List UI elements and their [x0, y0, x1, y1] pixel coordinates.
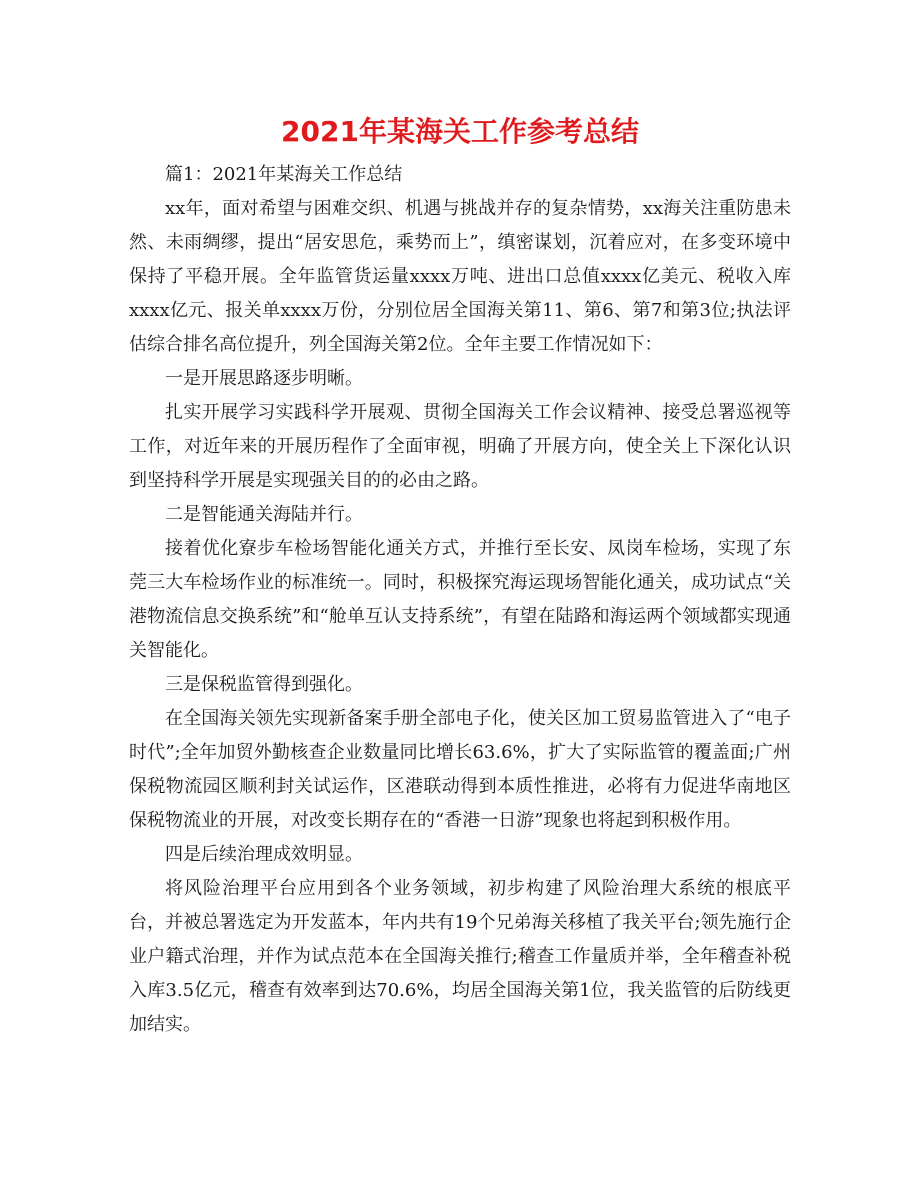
section-heading-2: 二是智能通关海陆并行。 [165, 504, 363, 525]
document-body [129, 158, 791, 1042]
section-heading-article-1: 篇1：2021年某海关工作总结 [165, 164, 403, 185]
paragraph-section-1: 扎实开展学习实践科学开展观、贯彻全国海关工作会议精神、接受总署巡视等工作，对近年来的开展历程作了全面审视，明确了开展方向，使全关上下深化认识到坚持科学开展是实现强关目的的必由之路。 [129, 402, 791, 491]
paragraph-section-2: 接着优化寮步车检场智能化通关方式，并推行至长安、凤岗车检场，实现了东莞三大车检场作业的标准统一。同时，积极探究海运现场智能化通关，成功试点“关港物流信息交换系统”和“舱单互认支持系统”，有望在陆路和海运两个领域都实现通关智能化。 [129, 538, 791, 661]
section-heading-4: 四是后续治理成效明显。 [165, 844, 363, 865]
paragraph-overview: xx年，面对希望与困难交织、机遇与挑战并存的复杂情势，xx海关注重防患未然、未雨绸缪，提出“居安思危，乘势而上”，缜密谋划，沉着应对，在多变环境中保持了平稳开展。全年监管货运量xxxx万吨、进出口总值xxxx亿美元、税收入库xxxx亿元、报关单xxxx万份，分别位居全国海关第11、第6、第7和第3位;执法评估综合排名高位提升，列全国海关第2位。全年主要工作情况如下： [129, 198, 791, 355]
paragraph-section-4: 将风险治理平台应用到各个业务领域，初步构建了风险治理大系统的根底平台，并被总署选定为开发蓝本，年内共有19个兄弟海关移植了我关平台;领先施行企业户籍式治理，并作为试点范本在全国海关推行;稽查工作量质并举，全年稽查补税入库3.5亿元，稽查有效率到达70.6%，均居全国海关第1位，我关监管的后防线更加结实。 [129, 878, 791, 1035]
paragraph-section-3: 在全国海关领先实现新备案手册全部电子化，使关区加工贸易监管进入了“电子时代”;全年加贸外勤核查企业数量同比增长63.6%，扩大了实际监管的覆盖面;广州保税物流园区顺利封关试运作，区港联动得到本质性推进，必将有力促进华南地区保税物流业的开展，对改变长期存在的“香港一日游”现象也将起到积极作用。 [129, 708, 791, 831]
section-heading-3: 三是保税监管得到强化。 [165, 674, 363, 695]
section-heading-1: 一是开展思路逐步明晰。 [165, 368, 363, 389]
document-title: 2021年某海关工作参考总结 [281, 115, 639, 148]
